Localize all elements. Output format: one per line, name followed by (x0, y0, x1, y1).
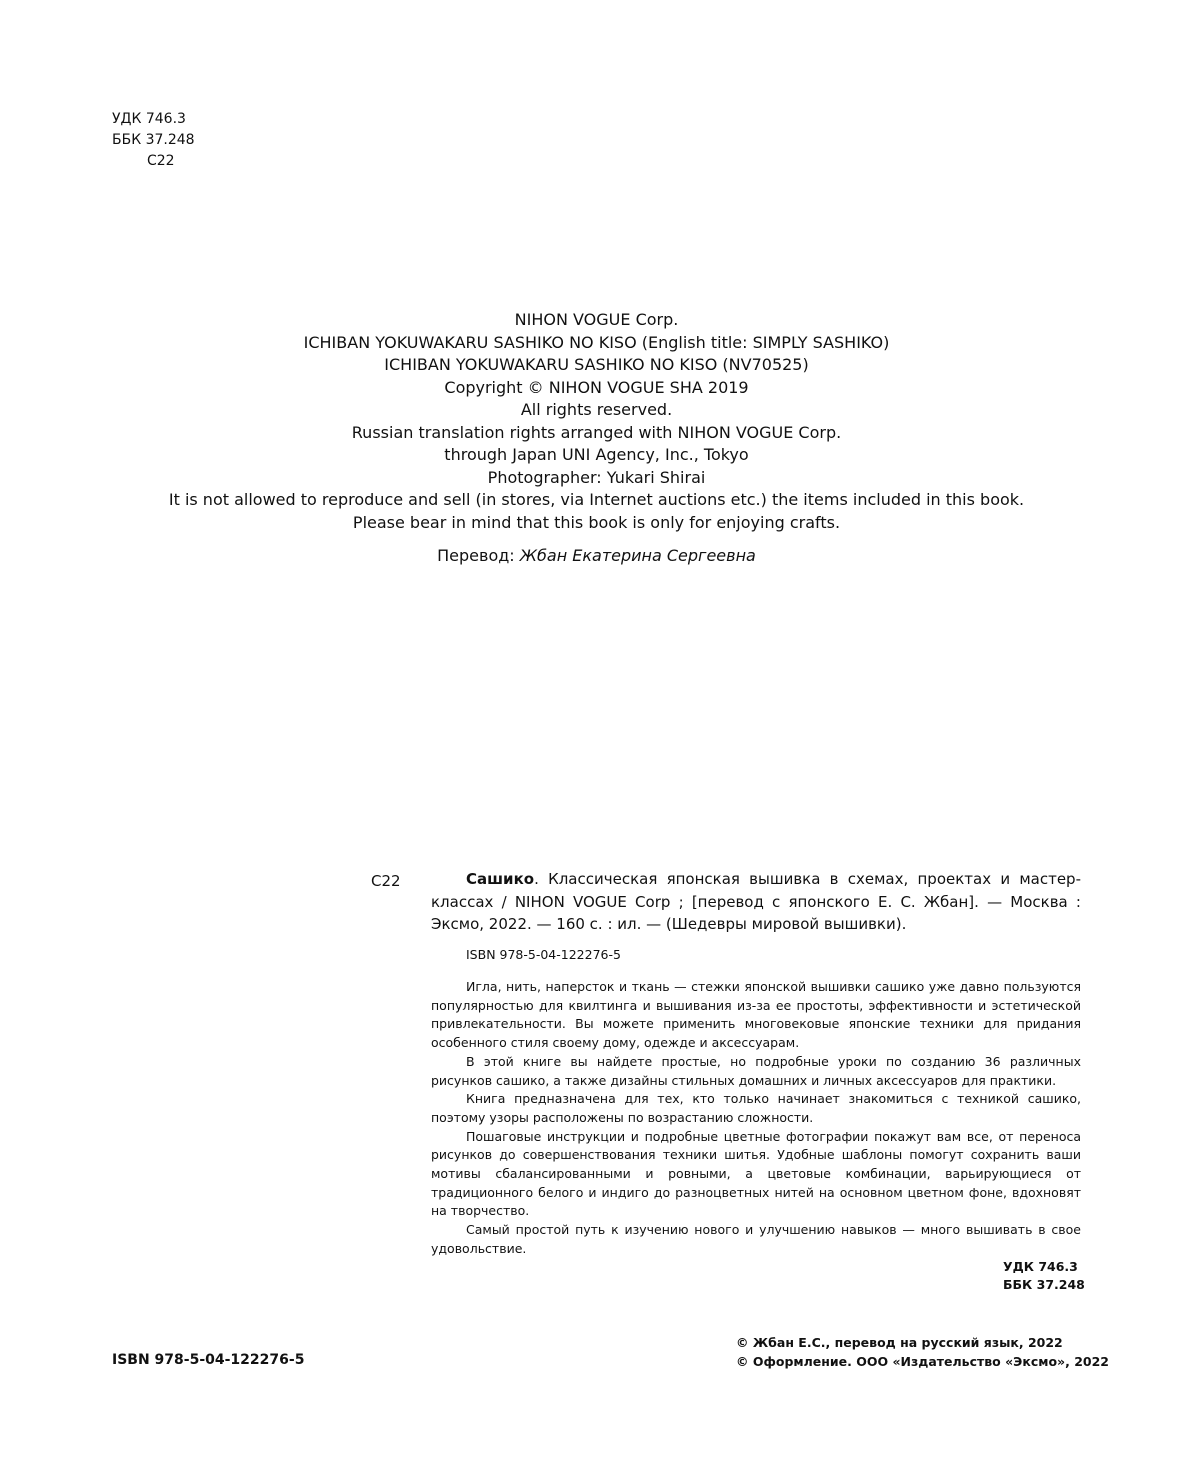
credits-block (0, 309, 1193, 534)
udk-code-bold: УДК 746.3 (1003, 1259, 1078, 1274)
credit-line: NIHON VOGUE Corp. (514, 310, 679, 329)
credit-line: Copyright © NIHON VOGUE SHA 2019 (444, 377, 749, 397)
credit-line: through Japan UNI Agency, Inc., Tokyo (444, 445, 749, 464)
bibliography-code: С22 (371, 872, 401, 890)
credit-line: It is not allowed to reproduce and sell (in stores, via Internet auctions etc.) the items included in this book. (168, 490, 1025, 509)
footer-isbn: ISBN 978-5-04-122276-5 (112, 1352, 305, 1368)
translator-line (0, 545, 1193, 567)
author-mark: С22 (147, 153, 175, 169)
annotation-paragraph: В этой книге вы найдете простые, но подробные уроки по созданию 36 различных рисунков сашико, а также дизайны стильных домашних и личных аксессуаров для практики. (431, 1053, 1081, 1088)
annotation-paragraph: Игла, нить, наперсток и ткань — стежки японской вышивки сашико уже давно пользуются популярностью для квилтинга и вышивания из-за ее простоты, эффективности и эстетической привлекательности. Вы можете применить многовековые японские техники для придания особенного стиля своему дому, одежде и аксессуарам. (431, 979, 1081, 1051)
bibliography-isbn: ISBN 978-5-04-122276-5 (466, 947, 621, 962)
annotation (431, 978, 1081, 1259)
bbk-code-bold: ББК 37.248 (1003, 1277, 1085, 1292)
bibliography-entry (431, 868, 1081, 936)
annotation-paragraph: Пошаговые инструкции и подробные цветные фотографии покажут вам все, от переноса рисунков до совершенствования техники шитья. Удобные шаблоны помогут сохранить ваши мотивы сбалансированными и ровными, а цветовые комбинации, варьирующиеся от традиционного белого и индиго до разноцветных нитей на основном цветном фоне, вдохновят на творчество. (431, 1128, 1081, 1219)
book-title: Сашико (466, 870, 535, 888)
bbk-code: ББК 37.248 (112, 132, 195, 148)
footer-copyright (736, 1333, 1109, 1371)
udc-block (1003, 1258, 1085, 1294)
credit-line: All rights reserved. (520, 400, 673, 419)
credit-line: Please bear in mind that this book is only for enjoying crafts. (352, 512, 841, 532)
translator-label: Перевод: (437, 546, 520, 565)
translator-name: Жбан Екатерина Сергеевна (519, 546, 756, 565)
credit-line: ICHIBAN YOKUWAKARU SASHIKO NO KISO (NV70525) (384, 355, 809, 374)
udk-code: УДК 746.3 (112, 111, 186, 127)
credit-line: Russian translation rights arranged with NIHON VOGUE Corp. (351, 422, 842, 442)
credit-line: ICHIBAN YOKUWAKARU SASHIKO NO KISO (English title: SIMPLY SASHIKO) (303, 332, 890, 352)
annotation-paragraph: Самый простой путь к изучению нового и улучшению навыков — много вышивать в свое удовольствие. (431, 1222, 1081, 1256)
credit-line: Photographer: Yukari Shirai (487, 467, 706, 487)
index-codes (112, 109, 195, 172)
copyright-translation: © Жбан Е.С., перевод на русский язык, 2022 (736, 1335, 1063, 1350)
book-description: . Классическая японская вышивка в схемах, проектах и мастер-классах / NIHON VOGUE Corp ; [перевод с японского Е. С. Жбан]. — Москва : Эксмо, 2022. — 160 с. : ил. — (Шедевры мировой вышивки). (431, 870, 1081, 933)
annotation-paragraph: Книга предназначена для тех, кто только начинает знакомиться с техникой сашико, поэтому узоры расположены по возрастанию сложности. (431, 1091, 1081, 1125)
copyright-design: © Оформление. ООО «Издательство «Эксмо», 2022 (736, 1354, 1109, 1369)
